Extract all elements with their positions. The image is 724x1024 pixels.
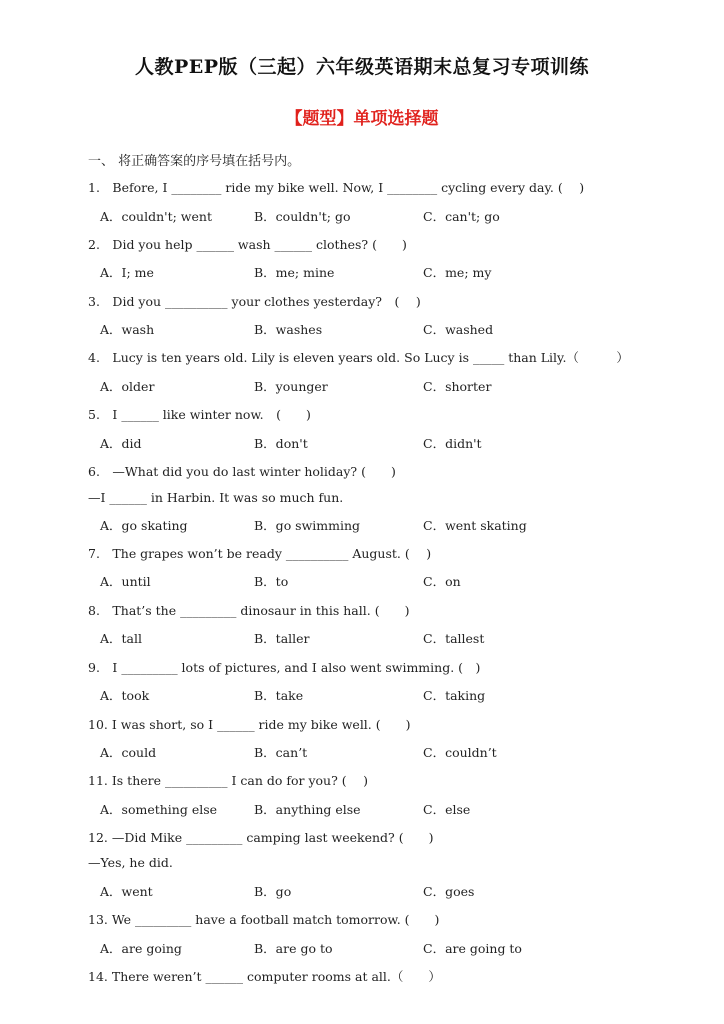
question-stem: 3. Did you __________ your clothes yesterday? ( ) xyxy=(88,294,421,309)
question-stem: 8. That’s the _________ dinosaur in this hall. ( ) xyxy=(88,603,410,618)
question-stem: 4. Lucy is ten years old. Lily is eleven years old. So Lucy is _____ than Lily.（ ） xyxy=(88,350,629,365)
option-b: B．are go to xyxy=(254,941,333,956)
question-stem: 13. We _________ have a football match tomorrow. ( ) xyxy=(88,912,440,927)
option-b: B．taller xyxy=(254,631,310,646)
option-b: B．to xyxy=(254,574,289,589)
question-stem: 5. I ______ like winter now. ( ) xyxy=(88,407,311,422)
option-b: B．me; mine xyxy=(254,265,335,280)
question-dialogue-line: —I ______ in Harbin. It was so much fun. xyxy=(88,490,344,505)
option-a: A．could xyxy=(100,745,157,760)
question-stem: 12. —Did Mike _________ camping last weekend? ( ) xyxy=(88,830,434,845)
option-a: A．tall xyxy=(100,631,142,646)
option-a: A．did xyxy=(100,436,142,451)
option-b: B．don't xyxy=(254,436,308,451)
option-a: A．wash xyxy=(100,322,155,337)
option-a: A．are going xyxy=(100,941,182,956)
option-a: A．until xyxy=(100,574,151,589)
option-a: A．I; me xyxy=(100,265,154,280)
question-stem: 7. The grapes won’t be ready __________ August. ( ) xyxy=(88,546,432,561)
option-a: A．couldn't; went xyxy=(100,209,212,224)
option-c: C．goes xyxy=(423,884,475,899)
option-c: C．can't; go xyxy=(423,209,500,224)
option-a: A．went xyxy=(100,884,153,899)
option-a: A．go skating xyxy=(100,518,188,533)
option-b: B．go xyxy=(254,884,292,899)
question-stem: 9. I _________ lots of pictures, and I also went swimming. ( ) xyxy=(88,660,481,675)
option-c: C．went skating xyxy=(423,518,527,533)
option-b: B．couldn't; go xyxy=(254,209,351,224)
option-c: C．taking xyxy=(423,688,486,703)
option-c: C．washed xyxy=(423,322,494,337)
option-c: C．are going to xyxy=(423,941,522,956)
question-stem: 11. Is there __________ I can do for you? ( ) xyxy=(88,773,368,788)
option-b: B．younger xyxy=(254,379,328,394)
option-a: A．something else xyxy=(100,802,218,817)
question-stem: 6. —What did you do last winter holiday? ( ) xyxy=(88,464,396,479)
option-c: C．else xyxy=(423,802,471,817)
option-a: A．older xyxy=(100,379,155,394)
option-b: B．anything else xyxy=(254,802,361,817)
option-b: B．washes xyxy=(254,322,323,337)
option-c: C．me; my xyxy=(423,265,492,280)
option-c: C．on xyxy=(423,574,461,589)
question-stem: 1. Before, I ________ ride my bike well. Now, I ________ cycling every day. ( ) xyxy=(88,180,585,195)
question-dialogue-line: —Yes, he did. xyxy=(88,855,173,870)
option-b: B．take xyxy=(254,688,304,703)
page-title: 人教PEP版（三起）六年级英语期末总复习专项训练 xyxy=(134,56,590,78)
option-b: B．go swimming xyxy=(254,518,361,533)
question-type-heading: 【题型】单项选择题 xyxy=(285,109,439,129)
option-c: C．didn't xyxy=(423,436,482,451)
option-c: C．shorter xyxy=(423,379,492,394)
question-stem: 10. I was short, so I ______ ride my bike well. ( ) xyxy=(88,717,411,732)
option-c: C．tallest xyxy=(423,631,485,646)
section-instruction: 一、 将正确答案的序号填在括号内。 xyxy=(88,154,301,169)
question-stem: 2. Did you help ______ wash ______ clothes? ( ) xyxy=(88,237,407,252)
option-b: B．can’t xyxy=(254,745,308,760)
option-a: A．took xyxy=(100,688,150,703)
option-c: C．couldn’t xyxy=(423,745,497,760)
question-stem: 14. There weren’t ______ computer rooms at all.（ ） xyxy=(88,969,441,984)
